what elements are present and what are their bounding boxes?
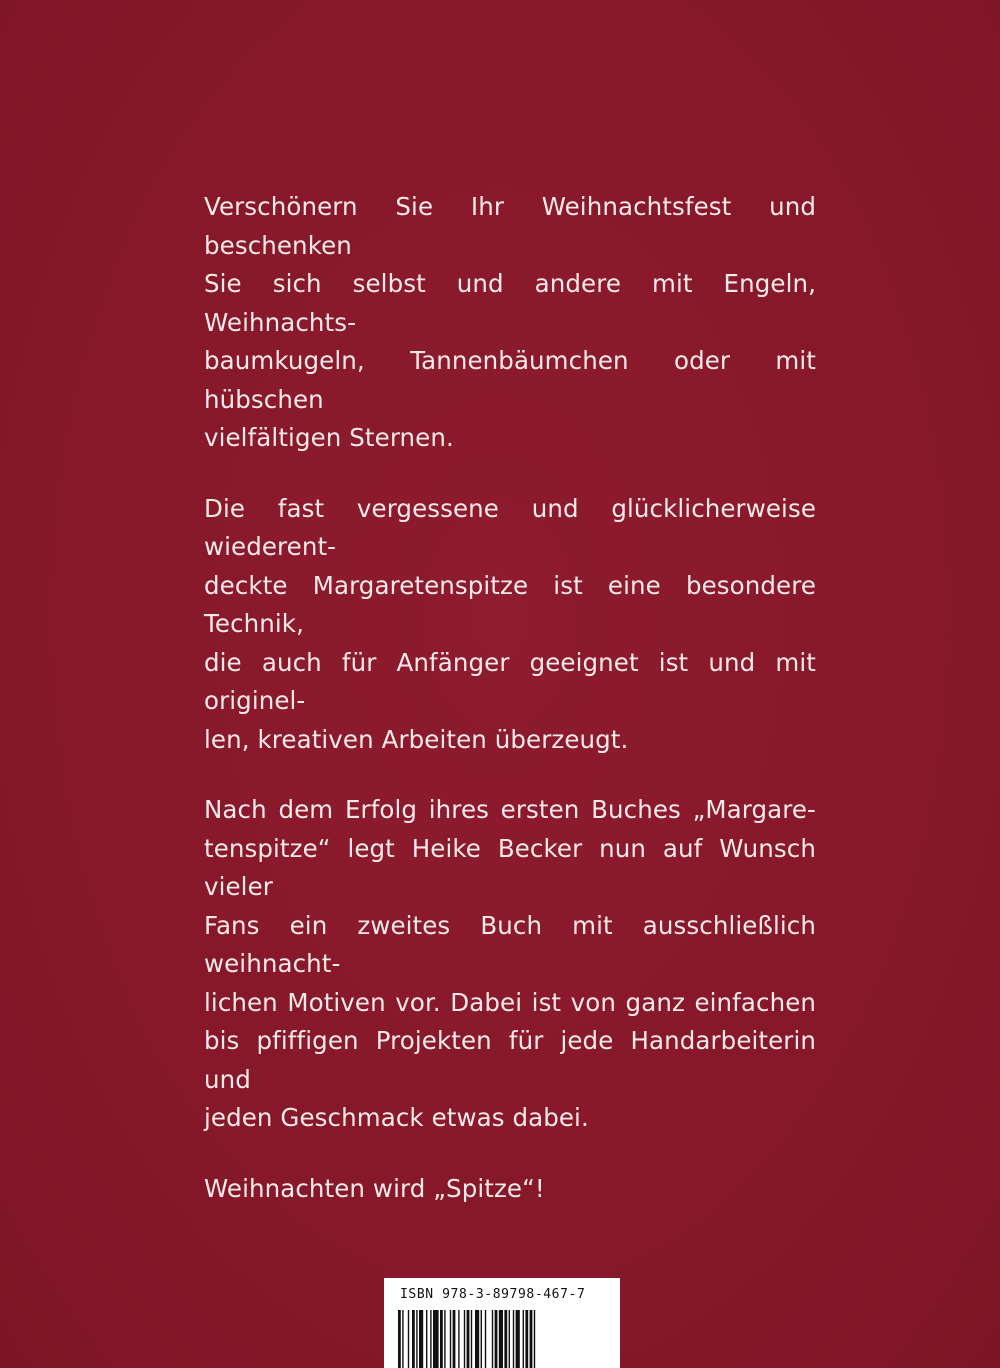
barcode-bar: [426, 1310, 427, 1368]
barcode-bar: [499, 1310, 503, 1368]
blurb-line: Nach dem Erfolg ihres ersten Buches „Margare-: [204, 795, 816, 824]
barcode-bar: [509, 1310, 510, 1368]
barcode-bar: [464, 1310, 465, 1368]
barcode-bar: [485, 1310, 486, 1368]
blurb-line: baumkugeln, Tannenbäumchen oder mit hübschen: [204, 346, 816, 414]
blurb-line: bis pfiffigen Projekten für jede Handarbeiterin und: [204, 1026, 816, 1094]
blurb-line: jeden Geschmack etwas dabei.: [204, 1103, 589, 1132]
barcode-bar: [430, 1310, 431, 1368]
blurb-line: Verschönern Sie Ihr Weihnachtsfest und beschenken: [204, 192, 816, 260]
blurb-line: vielfältigen Sternen.: [204, 423, 454, 452]
barcode-bar: [398, 1310, 401, 1368]
blurb-line: Fans ein zweites Buch mit ausschließlich weihnacht-: [204, 910, 816, 978]
blurb-line: len, kreativen Arbeiten überzeugt.: [204, 724, 629, 754]
barcode-bar: [513, 1310, 514, 1368]
blurb-paragraph-2: [204, 490, 816, 760]
barcode-bar: [458, 1310, 459, 1368]
barcode-bar: [440, 1310, 443, 1368]
isbn-number: ISBN 978-3-89798-467-7: [400, 1287, 586, 1302]
barcode-bar: [530, 1310, 533, 1368]
barcode-bar: [444, 1310, 445, 1368]
blurb-line: lichen Motiven vor. Dabei ist von ganz einfachen: [204, 987, 816, 1017]
barcode-bar: [412, 1310, 415, 1368]
barcode-bar: [523, 1310, 524, 1368]
blurb-text: [204, 188, 816, 1240]
barcode-bar: [475, 1310, 479, 1368]
blurb-paragraph-1: [204, 188, 816, 458]
blurb-line: tenspitze“ legt Heike Becker nun auf Wunsch vieler: [204, 833, 816, 901]
barcode-bar: [419, 1310, 423, 1368]
barcode-bar: [481, 1310, 482, 1368]
blurb-line: Sie sich selbst und andere mit Engeln, Weihnachts-: [204, 269, 816, 337]
barcode-bar: [516, 1310, 520, 1368]
barcode-bar: [433, 1310, 439, 1368]
barcode-bar: [471, 1310, 472, 1368]
barcode-bar: [525, 1310, 528, 1368]
barcode-bar: [408, 1310, 409, 1368]
barcode-bar: [504, 1310, 507, 1368]
barcode-bar: [416, 1310, 417, 1368]
barcode-bar: [534, 1310, 535, 1368]
barcode-icon: [398, 1310, 606, 1368]
barcode-bar: [453, 1310, 456, 1368]
blurb-line: Die fast vergessene und glücklicherweise wiederent-: [204, 493, 816, 561]
blurb-line: deckte Margaretenspitze ist eine besondere Technik,: [204, 570, 816, 638]
blurb-line: die auch für Anfänger geeignet ist und mit originel-: [204, 647, 816, 715]
barcode-bar: [402, 1310, 403, 1368]
barcode-bar: [492, 1310, 493, 1368]
barcode-label: [384, 1278, 620, 1368]
barcode-bar: [495, 1310, 498, 1368]
blurb-paragraph-3: [204, 791, 816, 1138]
blurb-paragraph-4: [204, 1170, 816, 1209]
barcode-bar: [467, 1310, 470, 1368]
blurb-line: Weihnachten wird „Spitze“!: [204, 1173, 545, 1203]
barcode-bar: [450, 1310, 451, 1368]
